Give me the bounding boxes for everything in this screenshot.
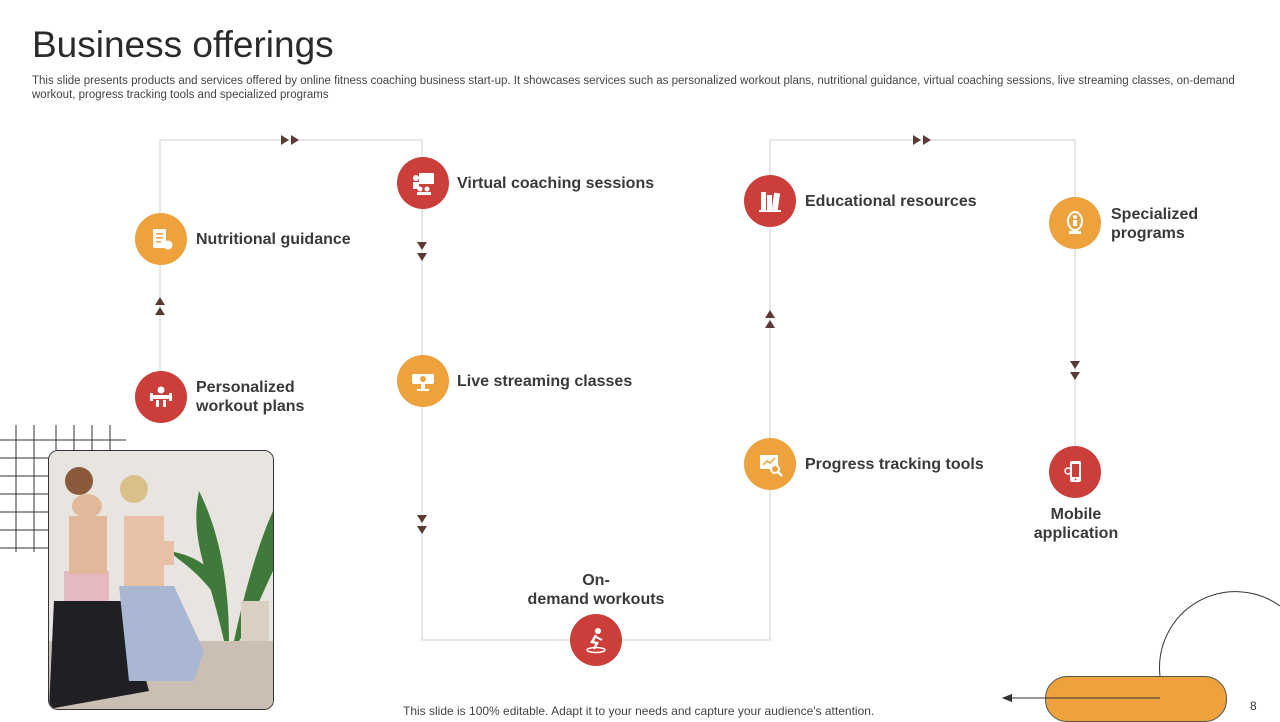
streaming-icon	[397, 355, 449, 407]
program-icon	[1049, 197, 1101, 249]
label-line: On-	[582, 572, 610, 589]
nutrition-icon	[135, 213, 187, 265]
yoga-photo	[48, 450, 274, 710]
mobile-icon	[1049, 446, 1101, 498]
workout-icon	[135, 371, 187, 423]
tracking-icon	[744, 438, 796, 490]
slide-description: This slide presents products and services offered by online fitness coaching business start-up. It showcases services such as personalized workout plans, nutritional guidance, virtual coaching sessions, live streaming classes, on-demand workout, progress tracking tools and specialized programs	[32, 75, 1235, 101]
label-line: application	[1033, 525, 1119, 542]
offering-label-nutritional-guidance: Nutritional guidance	[196, 231, 351, 248]
coaching-icon	[397, 157, 449, 209]
books-icon	[744, 175, 796, 227]
offering-label-live-streaming-classes: Live streaming classes	[457, 373, 633, 390]
label-line: demand workouts	[527, 591, 665, 608]
offering-label-specialized-programs	[1111, 205, 1198, 243]
offering-label-mobile-application	[1000, 505, 1152, 543]
label-line: Specialized	[1111, 206, 1199, 223]
on-demand-icon	[570, 614, 622, 666]
offering-label-personalized-workout-plans	[196, 378, 304, 416]
offering-label-progress-tracking-tools: Progress tracking tools	[805, 456, 984, 473]
label-line: programs	[1111, 225, 1185, 242]
label-line: workout plans	[196, 398, 305, 415]
label-line: Mobile	[1050, 506, 1102, 523]
offering-label-educational-resources: Educational resources	[805, 193, 977, 210]
offering-label-on-demand-workouts	[496, 571, 696, 609]
offering-label-virtual-coaching-sessions: Virtual coaching sessions	[457, 175, 655, 192]
page-title: Business offerings	[32, 24, 334, 65]
label-line: Personalized	[196, 379, 295, 396]
footer-note: This slide is 100% editable. Adapt it to your needs and capture your audience's attention.	[403, 704, 875, 718]
decorative-pill	[1045, 676, 1227, 722]
page-number: 8	[1250, 699, 1257, 713]
